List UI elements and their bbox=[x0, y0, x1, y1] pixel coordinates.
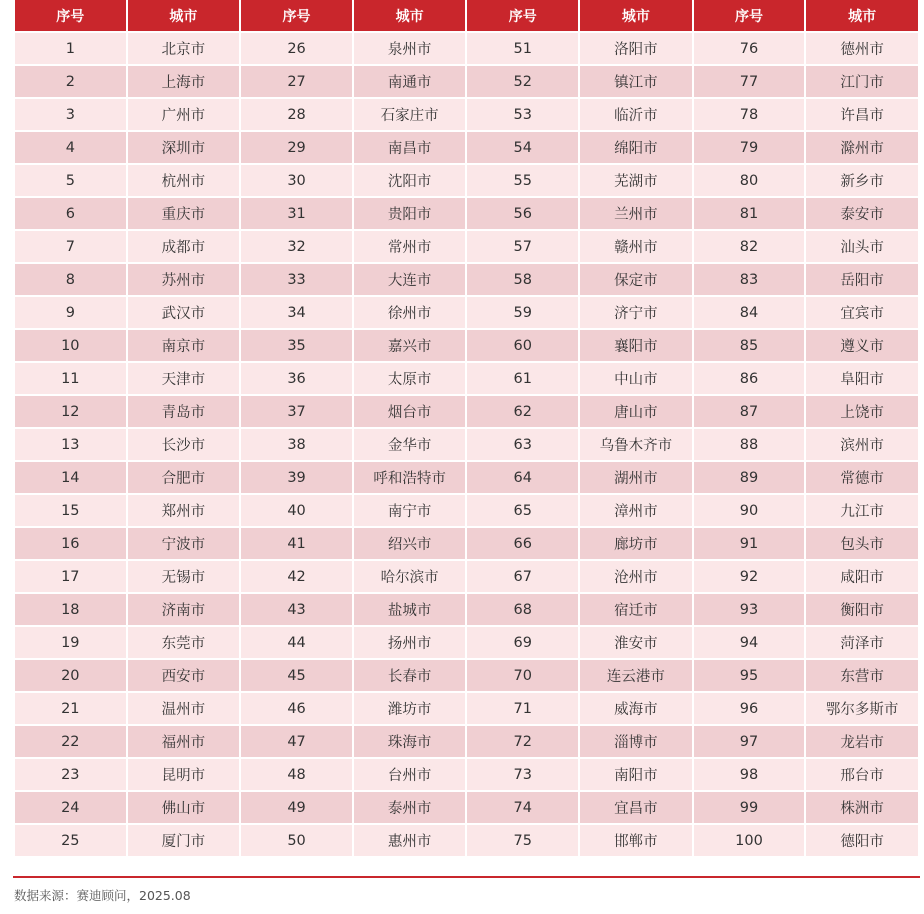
city-cell: 佛山市 bbox=[128, 792, 240, 825]
city-cell: 广州市 bbox=[128, 99, 240, 132]
table-row bbox=[15, 462, 918, 495]
rank-cell: 87 bbox=[694, 396, 805, 429]
table-row bbox=[15, 198, 918, 231]
city-cell: 太原市 bbox=[354, 363, 466, 396]
rank-cell: 23 bbox=[15, 759, 126, 792]
city-cell: 郑州市 bbox=[128, 495, 240, 528]
city-cell: 金华市 bbox=[354, 429, 466, 462]
city-cell: 新乡市 bbox=[806, 165, 918, 198]
city-cell: 滨州市 bbox=[806, 429, 918, 462]
city-cell: 汕头市 bbox=[806, 231, 918, 264]
rank-cell: 84 bbox=[694, 297, 805, 330]
city-cell: 廊坊市 bbox=[580, 528, 692, 561]
rank-cell: 12 bbox=[15, 396, 126, 429]
rank-cell: 15 bbox=[15, 495, 126, 528]
city-cell: 威海市 bbox=[580, 693, 692, 726]
city-cell: 赣州市 bbox=[580, 231, 692, 264]
rank-cell: 65 bbox=[467, 495, 578, 528]
city-cell: 东营市 bbox=[806, 660, 918, 693]
rank-cell: 26 bbox=[241, 33, 352, 66]
rank-cell: 89 bbox=[694, 462, 805, 495]
table-row bbox=[15, 792, 918, 825]
header-cell-city: 城市 bbox=[354, 0, 466, 33]
city-cell: 遵义市 bbox=[806, 330, 918, 363]
city-cell: 南阳市 bbox=[580, 759, 692, 792]
rank-cell: 68 bbox=[467, 594, 578, 627]
rank-cell: 73 bbox=[467, 759, 578, 792]
rank-cell: 40 bbox=[241, 495, 352, 528]
rank-cell: 51 bbox=[467, 33, 578, 66]
rank-cell: 66 bbox=[467, 528, 578, 561]
rank-cell: 97 bbox=[694, 726, 805, 759]
rank-cell: 33 bbox=[241, 264, 352, 297]
rank-cell: 86 bbox=[694, 363, 805, 396]
rank-cell: 56 bbox=[467, 198, 578, 231]
city-cell: 合肥市 bbox=[128, 462, 240, 495]
city-cell: 济宁市 bbox=[580, 297, 692, 330]
city-cell: 惠州市 bbox=[354, 825, 466, 858]
city-cell: 沧州市 bbox=[580, 561, 692, 594]
rank-cell: 78 bbox=[694, 99, 805, 132]
table-row bbox=[15, 561, 918, 594]
rank-cell: 53 bbox=[467, 99, 578, 132]
table-header bbox=[15, 0, 918, 33]
city-cell: 唐山市 bbox=[580, 396, 692, 429]
city-cell: 衡阳市 bbox=[806, 594, 918, 627]
city-cell: 江门市 bbox=[806, 66, 918, 99]
rank-cell: 81 bbox=[694, 198, 805, 231]
city-cell: 苏州市 bbox=[128, 264, 240, 297]
rank-cell: 38 bbox=[241, 429, 352, 462]
city-cell: 盐城市 bbox=[354, 594, 466, 627]
city-cell: 临沂市 bbox=[580, 99, 692, 132]
rank-cell: 32 bbox=[241, 231, 352, 264]
rank-cell: 82 bbox=[694, 231, 805, 264]
city-cell: 常州市 bbox=[354, 231, 466, 264]
table-row bbox=[15, 132, 918, 165]
rank-cell: 29 bbox=[241, 132, 352, 165]
rank-cell: 85 bbox=[694, 330, 805, 363]
rank-cell: 42 bbox=[241, 561, 352, 594]
rank-cell: 77 bbox=[694, 66, 805, 99]
rank-cell: 22 bbox=[15, 726, 126, 759]
rank-cell: 48 bbox=[241, 759, 352, 792]
rank-cell: 43 bbox=[241, 594, 352, 627]
city-cell: 芜湖市 bbox=[580, 165, 692, 198]
city-cell: 咸阳市 bbox=[806, 561, 918, 594]
city-cell: 宜昌市 bbox=[580, 792, 692, 825]
rank-cell: 7 bbox=[15, 231, 126, 264]
rank-cell: 31 bbox=[241, 198, 352, 231]
rank-cell: 60 bbox=[467, 330, 578, 363]
city-cell: 重庆市 bbox=[128, 198, 240, 231]
rank-cell: 47 bbox=[241, 726, 352, 759]
rank-cell: 6 bbox=[15, 198, 126, 231]
city-cell: 鄂尔多斯市 bbox=[806, 693, 918, 726]
rank-cell: 37 bbox=[241, 396, 352, 429]
rank-cell: 74 bbox=[467, 792, 578, 825]
rank-cell: 46 bbox=[241, 693, 352, 726]
header-cell-rank: 序号 bbox=[241, 0, 352, 33]
city-cell: 宿迁市 bbox=[580, 594, 692, 627]
header-cell-city: 城市 bbox=[580, 0, 692, 33]
rank-cell: 93 bbox=[694, 594, 805, 627]
city-cell: 漳州市 bbox=[580, 495, 692, 528]
city-cell: 中山市 bbox=[580, 363, 692, 396]
rank-cell: 54 bbox=[467, 132, 578, 165]
rank-cell: 90 bbox=[694, 495, 805, 528]
table-row bbox=[15, 693, 918, 726]
city-cell: 邢台市 bbox=[806, 759, 918, 792]
city-cell: 嘉兴市 bbox=[354, 330, 466, 363]
rank-cell: 2 bbox=[15, 66, 126, 99]
city-cell: 阜阳市 bbox=[806, 363, 918, 396]
city-cell: 绵阳市 bbox=[580, 132, 692, 165]
rank-cell: 21 bbox=[15, 693, 126, 726]
rank-cell: 71 bbox=[467, 693, 578, 726]
rank-cell: 79 bbox=[694, 132, 805, 165]
table-row bbox=[15, 99, 918, 132]
city-cell: 湖州市 bbox=[580, 462, 692, 495]
header-cell-city: 城市 bbox=[128, 0, 240, 33]
table-row bbox=[15, 726, 918, 759]
header-cell-rank: 序号 bbox=[467, 0, 578, 33]
rank-cell: 14 bbox=[15, 462, 126, 495]
city-cell: 厦门市 bbox=[128, 825, 240, 858]
city-ranking-table bbox=[13, 0, 920, 858]
city-cell: 温州市 bbox=[128, 693, 240, 726]
city-cell: 武汉市 bbox=[128, 297, 240, 330]
city-cell: 呼和浩特市 bbox=[354, 462, 466, 495]
city-cell: 杭州市 bbox=[128, 165, 240, 198]
city-cell: 徐州市 bbox=[354, 297, 466, 330]
city-cell: 保定市 bbox=[580, 264, 692, 297]
rank-cell: 75 bbox=[467, 825, 578, 858]
city-cell: 许昌市 bbox=[806, 99, 918, 132]
rank-cell: 57 bbox=[467, 231, 578, 264]
rank-cell: 55 bbox=[467, 165, 578, 198]
city-cell: 绍兴市 bbox=[354, 528, 466, 561]
rank-cell: 61 bbox=[467, 363, 578, 396]
city-cell: 南京市 bbox=[128, 330, 240, 363]
rank-cell: 1 bbox=[15, 33, 126, 66]
city-cell: 天津市 bbox=[128, 363, 240, 396]
city-cell: 上饶市 bbox=[806, 396, 918, 429]
city-cell: 菏泽市 bbox=[806, 627, 918, 660]
city-cell: 福州市 bbox=[128, 726, 240, 759]
rank-cell: 83 bbox=[694, 264, 805, 297]
table-row bbox=[15, 825, 918, 858]
rank-cell: 94 bbox=[694, 627, 805, 660]
table-row bbox=[15, 594, 918, 627]
rank-cell: 36 bbox=[241, 363, 352, 396]
city-cell: 泰州市 bbox=[354, 792, 466, 825]
city-cell: 青岛市 bbox=[128, 396, 240, 429]
city-cell: 镇江市 bbox=[580, 66, 692, 99]
rank-cell: 95 bbox=[694, 660, 805, 693]
rank-cell: 69 bbox=[467, 627, 578, 660]
table-row bbox=[15, 759, 918, 792]
rank-cell: 39 bbox=[241, 462, 352, 495]
city-cell: 济南市 bbox=[128, 594, 240, 627]
city-cell: 滁州市 bbox=[806, 132, 918, 165]
city-cell: 洛阳市 bbox=[580, 33, 692, 66]
footer-divider bbox=[13, 876, 920, 878]
rank-cell: 4 bbox=[15, 132, 126, 165]
rank-cell: 16 bbox=[15, 528, 126, 561]
table-row bbox=[15, 231, 918, 264]
city-cell: 大连市 bbox=[354, 264, 466, 297]
city-cell: 襄阳市 bbox=[580, 330, 692, 363]
city-cell: 泉州市 bbox=[354, 33, 466, 66]
table-row bbox=[15, 363, 918, 396]
city-cell: 包头市 bbox=[806, 528, 918, 561]
rank-cell: 24 bbox=[15, 792, 126, 825]
table-row bbox=[15, 66, 918, 99]
rank-cell: 72 bbox=[467, 726, 578, 759]
rank-cell: 63 bbox=[467, 429, 578, 462]
rank-cell: 52 bbox=[467, 66, 578, 99]
city-cell: 龙岩市 bbox=[806, 726, 918, 759]
header-row bbox=[15, 0, 918, 33]
rank-cell: 80 bbox=[694, 165, 805, 198]
rank-cell: 17 bbox=[15, 561, 126, 594]
city-cell: 淄博市 bbox=[580, 726, 692, 759]
table-row bbox=[15, 165, 918, 198]
table-row bbox=[15, 330, 918, 363]
city-cell: 常德市 bbox=[806, 462, 918, 495]
rank-cell: 13 bbox=[15, 429, 126, 462]
rank-cell: 18 bbox=[15, 594, 126, 627]
rank-cell: 5 bbox=[15, 165, 126, 198]
city-cell: 北京市 bbox=[128, 33, 240, 66]
rank-cell: 98 bbox=[694, 759, 805, 792]
rank-cell: 8 bbox=[15, 264, 126, 297]
rank-cell: 62 bbox=[467, 396, 578, 429]
rank-cell: 44 bbox=[241, 627, 352, 660]
table-row bbox=[15, 297, 918, 330]
city-cell: 贵阳市 bbox=[354, 198, 466, 231]
table-row bbox=[15, 33, 918, 66]
city-ranking-table-container bbox=[13, 0, 920, 858]
header-cell-rank: 序号 bbox=[15, 0, 126, 33]
rank-cell: 25 bbox=[15, 825, 126, 858]
rank-cell: 67 bbox=[467, 561, 578, 594]
city-cell: 南昌市 bbox=[354, 132, 466, 165]
rank-cell: 64 bbox=[467, 462, 578, 495]
header-cell-city: 城市 bbox=[806, 0, 918, 33]
table-row bbox=[15, 429, 918, 462]
city-cell: 长沙市 bbox=[128, 429, 240, 462]
table-row bbox=[15, 264, 918, 297]
city-cell: 淮安市 bbox=[580, 627, 692, 660]
city-cell: 株洲市 bbox=[806, 792, 918, 825]
rank-cell: 10 bbox=[15, 330, 126, 363]
city-cell: 哈尔滨市 bbox=[354, 561, 466, 594]
table-row bbox=[15, 660, 918, 693]
table-body bbox=[15, 33, 918, 858]
city-cell: 台州市 bbox=[354, 759, 466, 792]
rank-cell: 19 bbox=[15, 627, 126, 660]
city-cell: 南宁市 bbox=[354, 495, 466, 528]
city-cell: 连云港市 bbox=[580, 660, 692, 693]
rank-cell: 34 bbox=[241, 297, 352, 330]
rank-cell: 49 bbox=[241, 792, 352, 825]
rank-cell: 76 bbox=[694, 33, 805, 66]
rank-cell: 58 bbox=[467, 264, 578, 297]
rank-cell: 91 bbox=[694, 528, 805, 561]
table-row bbox=[15, 396, 918, 429]
rank-cell: 70 bbox=[467, 660, 578, 693]
rank-cell: 100 bbox=[694, 825, 805, 858]
city-cell: 邯郸市 bbox=[580, 825, 692, 858]
city-cell: 德州市 bbox=[806, 33, 918, 66]
rank-cell: 50 bbox=[241, 825, 352, 858]
city-cell: 深圳市 bbox=[128, 132, 240, 165]
rank-cell: 59 bbox=[467, 297, 578, 330]
rank-cell: 88 bbox=[694, 429, 805, 462]
rank-cell: 99 bbox=[694, 792, 805, 825]
rank-cell: 96 bbox=[694, 693, 805, 726]
city-cell: 潍坊市 bbox=[354, 693, 466, 726]
city-cell: 兰州市 bbox=[580, 198, 692, 231]
rank-cell: 11 bbox=[15, 363, 126, 396]
rank-cell: 3 bbox=[15, 99, 126, 132]
city-cell: 乌鲁木齐市 bbox=[580, 429, 692, 462]
source-note: 数据来源：赛迪顾问，2025.08 bbox=[14, 888, 191, 903]
rank-cell: 35 bbox=[241, 330, 352, 363]
city-cell: 泰安市 bbox=[806, 198, 918, 231]
rank-cell: 27 bbox=[241, 66, 352, 99]
city-cell: 长春市 bbox=[354, 660, 466, 693]
city-cell: 扬州市 bbox=[354, 627, 466, 660]
city-cell: 宁波市 bbox=[128, 528, 240, 561]
city-cell: 无锡市 bbox=[128, 561, 240, 594]
city-cell: 宜宾市 bbox=[806, 297, 918, 330]
header-cell-rank: 序号 bbox=[694, 0, 805, 33]
city-cell: 沈阳市 bbox=[354, 165, 466, 198]
city-cell: 东莞市 bbox=[128, 627, 240, 660]
city-cell: 珠海市 bbox=[354, 726, 466, 759]
city-cell: 上海市 bbox=[128, 66, 240, 99]
city-cell: 烟台市 bbox=[354, 396, 466, 429]
city-cell: 九江市 bbox=[806, 495, 918, 528]
rank-cell: 45 bbox=[241, 660, 352, 693]
table-row bbox=[15, 495, 918, 528]
rank-cell: 20 bbox=[15, 660, 126, 693]
rank-cell: 92 bbox=[694, 561, 805, 594]
table-row bbox=[15, 627, 918, 660]
city-cell: 成都市 bbox=[128, 231, 240, 264]
city-cell: 昆明市 bbox=[128, 759, 240, 792]
rank-cell: 41 bbox=[241, 528, 352, 561]
table-row bbox=[15, 528, 918, 561]
city-cell: 石家庄市 bbox=[354, 99, 466, 132]
city-cell: 岳阳市 bbox=[806, 264, 918, 297]
city-cell: 南通市 bbox=[354, 66, 466, 99]
city-cell: 德阳市 bbox=[806, 825, 918, 858]
rank-cell: 9 bbox=[15, 297, 126, 330]
rank-cell: 30 bbox=[241, 165, 352, 198]
city-cell: 西安市 bbox=[128, 660, 240, 693]
rank-cell: 28 bbox=[241, 99, 352, 132]
